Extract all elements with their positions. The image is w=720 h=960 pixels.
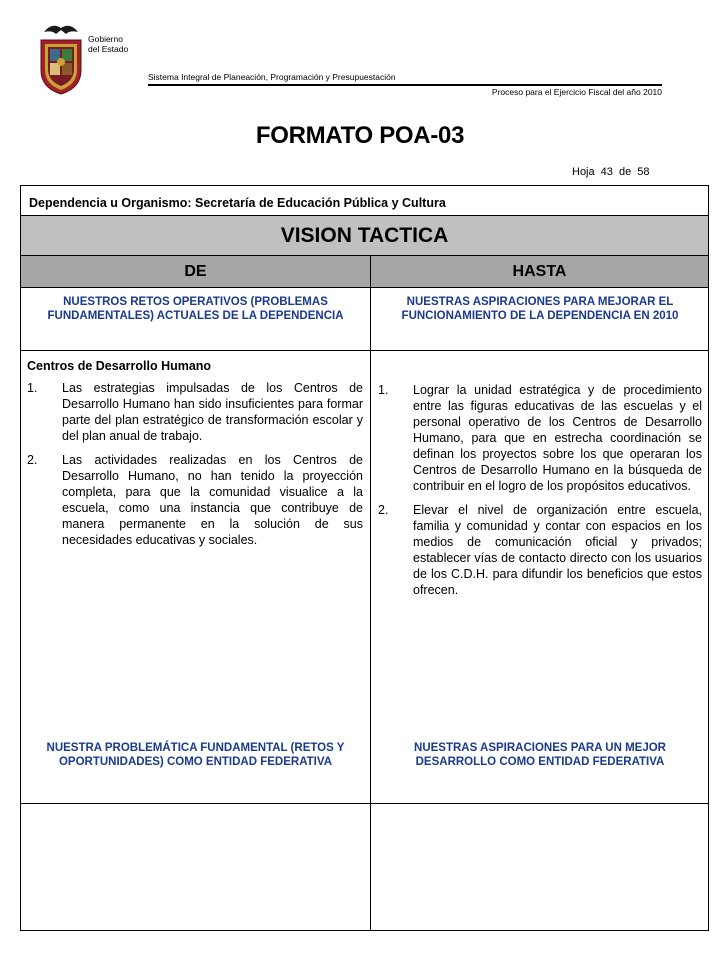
- vision-title: VISION TACTICA: [21, 216, 708, 256]
- process-label: Proceso para el Ejercicio Fiscal del año 2010: [491, 87, 662, 97]
- col-hasta-label: HASTA: [512, 263, 567, 280]
- section2-right-content: [371, 804, 708, 930]
- section1-left-header: NUESTROS RETOS OPERATIVOS (PROBLEMAS FUNDAMENTALES) ACTUALES DE LA DEPENDENCIA: [47, 296, 344, 322]
- dependency-row: Dependencia u Organismo: Secretaría de Educación Pública y Cultura: [21, 186, 708, 216]
- page-title: FORMATO POA-03: [255, 122, 465, 149]
- column-header-row: [21, 256, 708, 288]
- section1-left-content: [27, 358, 363, 556]
- item-number: 1.: [378, 383, 389, 397]
- item-text: Las estrategias impulsadas de los Centros de Desarrollo Humano han sido insuficientes para formar parte del plan estratégico de transformación escolar y del plan anual de trabajo.: [62, 381, 363, 443]
- government-label: Gobierno del Estado: [88, 34, 129, 54]
- list-item: [378, 382, 702, 494]
- item-text: Lograr la unidad estratégica y de procedimiento entre las figuras educativas de las escuelas y el personal operativo de los Centros de Desarrollo Humano, para que en estrecha coordinación se definan los proyectos sobre los que operaran los Centros de Desarrollo Humano en la búsqueda de contribuir en el logro de los propósitos educativos.: [413, 383, 702, 493]
- page-header: [0, 0, 720, 110]
- system-name: Sistema Integral de Planeación, Programación y Presupuestación: [148, 72, 396, 82]
- item-number: 2.: [27, 453, 38, 467]
- header-rule: [148, 84, 662, 86]
- section2-left-header: NUESTRA PROBLEMÁTICA FUNDAMENTAL (RETOS Y OPORTUNIDADES) COMO ENTIDAD FEDERATIVA: [46, 742, 345, 768]
- section2-header-row: [21, 732, 708, 804]
- list-item: [27, 380, 363, 444]
- item-text: Las actividades realizadas en los Centros de Desarrollo Humano, no han tenido la proyección completa, para que la comunidad visualice a la escuela, como una instancia que contribuye de manera permanente en la solución de sus necesidades educativas y sociales.: [62, 453, 363, 547]
- list-item: [27, 452, 363, 548]
- sheet-number: Hoja 43 de 58: [572, 166, 650, 178]
- list-item: [378, 502, 702, 598]
- section1-right-header: NUESTRAS ASPIRACIONES PARA MEJORAR EL FUNCIONAMIENTO DE LA DEPENDENCIA EN 2010: [401, 296, 679, 322]
- left-subtitle: Centros de Desarrollo Humano: [27, 359, 212, 373]
- section2-right-header: NUESTRAS ASPIRACIONES PARA UN MEJOR DESARROLLO COMO ENTIDAD FEDERATIVA: [414, 742, 666, 768]
- col-de-label: DE: [184, 263, 207, 280]
- right-item-list: [378, 382, 702, 598]
- item-text: Elevar el nivel de organización entre escuela, familia y comunidad y contar con espacios en los medios de comunicación oficial y privados; establecer vías de contacto directo con los usuarios de los C.D.H. para difundir los beneficios que estos ofrecen.: [413, 503, 702, 597]
- left-item-list: [27, 380, 363, 548]
- item-number: 2.: [378, 503, 389, 517]
- section2-left-content: [21, 804, 370, 930]
- state-coat-of-arms-icon: [36, 18, 86, 98]
- poa-table: [20, 185, 709, 931]
- section1-right-content: [378, 382, 702, 606]
- item-number: 1.: [27, 381, 38, 395]
- section1-header-row: [21, 288, 708, 351]
